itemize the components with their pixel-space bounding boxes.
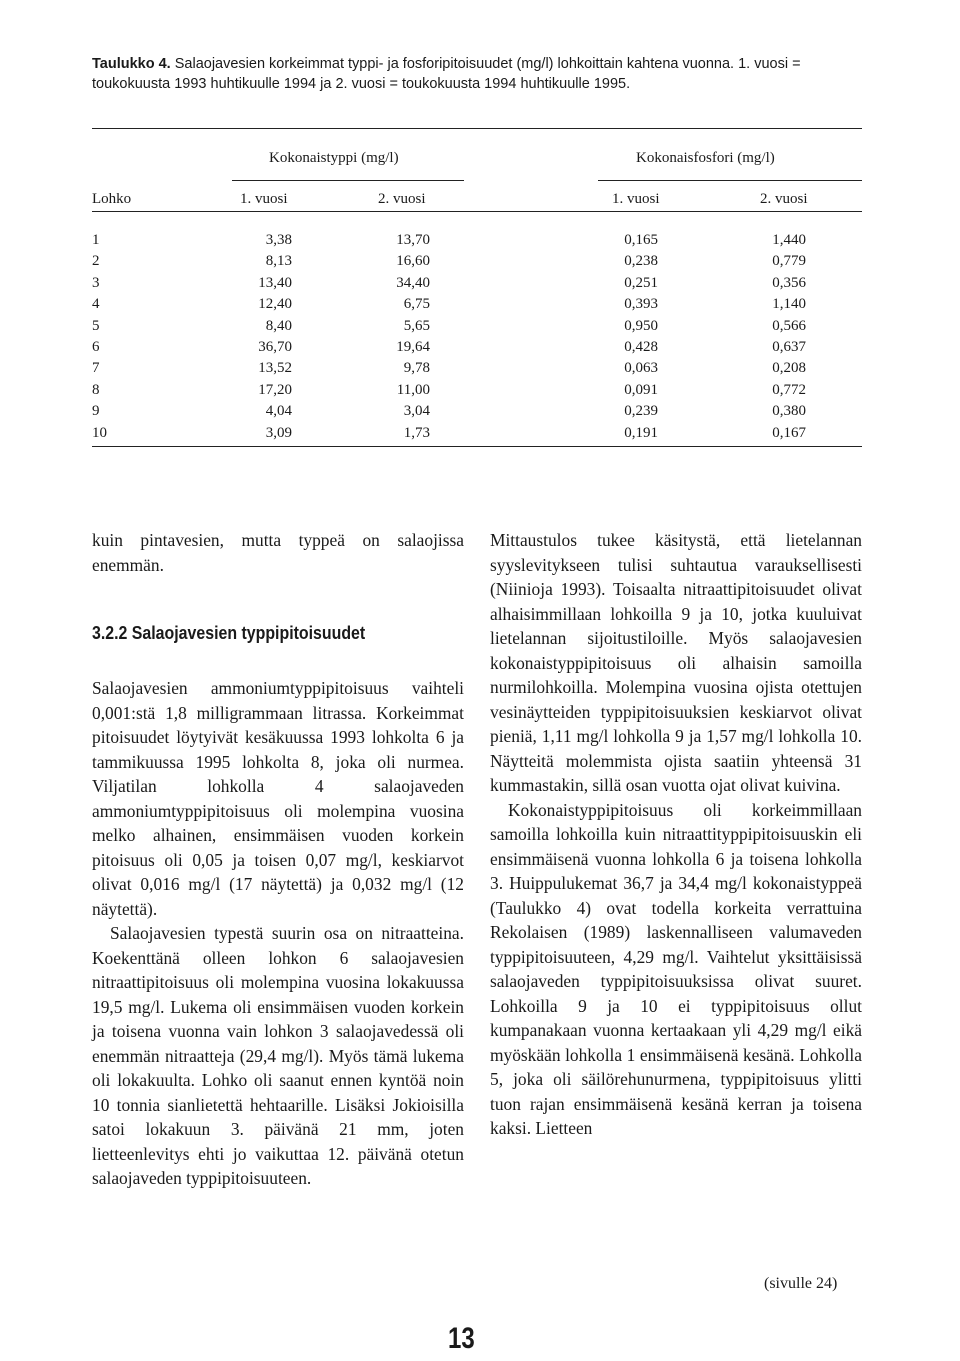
table-cell: 0,566 [772, 317, 806, 334]
table-cell: 16,60 [396, 253, 430, 270]
group-rule-nitrogen [232, 180, 464, 181]
header-n-year2: 2. vuosi [378, 191, 426, 207]
header-rule [92, 211, 862, 212]
table-cell: 1 [92, 232, 100, 248]
table-caption [92, 54, 882, 94]
table-cell: 9,78 [403, 360, 430, 377]
table-cell: 8,40 [265, 317, 292, 334]
intro-paragraph: kuin pintavesien, mutta typpeä on salaojissa enemmän. [92, 530, 464, 575]
table-cell: 0,950 [624, 317, 658, 334]
table-bottom-rule [92, 446, 862, 447]
column-n-year2 [358, 230, 430, 444]
table-cell: 8 [92, 381, 100, 398]
table-top-rule [92, 128, 862, 129]
table-cell: 0,251 [624, 274, 658, 291]
table-cell: 6 [92, 338, 100, 355]
table-cell: 0,063 [624, 360, 658, 377]
caption-label: Taulukko 4. [92, 56, 171, 72]
table-cell: 0,356 [772, 274, 806, 291]
body-paragraph: Salaojavesien typestä suurin osa on nitraatteina. Koekenttänä olleen lohkon 6 salaojavesien nitraattipitoisuus oli molempina vuosina lokakuussa 19,5 mg/l. Lukema oli ensimmäisen vuoden korkein ja toisena vuonna vain lohkon 3 salaojavedessä oli enemmän nitraatteja (29,4 mg/l). Myös tämä lukema oli lokakuulta. Lohko oli saanut ennen kyntöä noin 10 tonnia sianlietettä hehtaarille. Lisäksi Jokioisilla satoi lokakuun 3. päivänä 21 mm, joten lietteenlevitys ehti jo vaikuttaa 12. päivänä otetun salaojaveden typpipitoisuuteen. [92, 923, 464, 1188]
table-cell: 12,40 [258, 296, 292, 313]
table-cell: 0,428 [624, 338, 658, 355]
header-n-year1: 1. vuosi [240, 191, 288, 207]
table-cell: 0,637 [772, 338, 806, 355]
body-paragraph: Mittaustulos tukee käsitystä, että lietelannan syyslevitykseen tulisi suhtautua varauksellisesti (Niinioja 1993). Toisaalta nitraattipitoisuudet olivat alhaisimmillaan lohkoilla 9 ja 10, jotka kuuluivat lietelannan sijoitustiloille. Myös salaojavesien kokonaistyppipitoisuus oli alhaisin samoilla nurmilohkoilla. Molempina vuosina ojista otettujen vesinäytteiden typpipitoisuuksien keskiarvot olivat pieniä, 1,11 mg/l lohkolla 9 ja 1,57 mg/l lohkolla 10. Näytteitä molemmista ojista saatiin yhteensä 31 kummastakin, sillä osan vuotta ojat olivat kuivina. [490, 530, 862, 795]
table-cell: 4,04 [265, 403, 292, 420]
table-cell: 1,73 [403, 424, 430, 441]
page-number: 13 [448, 1322, 475, 1355]
column-p-year1 [586, 230, 658, 444]
table-cell: 0,380 [772, 403, 806, 420]
table-cell: 0,238 [624, 253, 658, 270]
column-p-year2 [734, 230, 806, 444]
caption-text: Salaojavesien korkeimmat typpi- ja fosforipitoisuudet (mg/l) lohkoittain kahtena vuonna. 1. vuosi = toukokuusta 1993 huhtikuulle 1994 ja 2. vuosi = toukokuusta 1994 huhtikuulle 1995. [92, 56, 801, 92]
table-cell: 13,70 [396, 232, 430, 248]
header-p-year1: 1. vuosi [612, 191, 660, 207]
table-cell: 3,04 [403, 403, 430, 420]
table-cell: 0,772 [772, 381, 806, 398]
left-body [92, 676, 464, 1191]
table-cell: 1,440 [772, 232, 806, 248]
body-paragraph: Kokonaistyppipitoisuus oli korkeimmillaan samoilla lohkoilla kuin nitraattityppipitoisuuskin eli ensimmäisenä vuonna lohkolla 6 ja toisena lohkolla 3. Huippulukemat 36,7 ja 34,4 mg/l kokonaistyppeä (Taulukko 4) ovat todella korkeita verrattuina Rekolaisen (1989) laskennalliseen valumaveden typpipitoisuuteen, 4,29 mg/l. Vaihtelut yksittäisissä salaojaveden typpipitoisuuksissa olivat suuret. Lohkoilla 9 ja 10 ei typpipitoisuus ollut kumpanakaan vuonna kertaakaan yli 4,29 mg/l eikä myöskään lohkolla 1 ensimmäisenä kesänä. Lohkolla 5, joka oli säilörehunurmena, typpipitoisuus ylitti tuon rajan ensimmäisenä kesänä kerran ja toisena kaksi. Lietteen [490, 799, 862, 1138]
table-cell: 36,70 [258, 338, 292, 355]
section-heading: 3.2.2 Salaojavesien typpipitoisuudet [92, 622, 366, 643]
right-body [490, 528, 862, 1141]
table-cell: 9 [92, 403, 100, 420]
table-cell: 3,09 [265, 424, 292, 441]
table-cell: 11,00 [396, 381, 430, 398]
column-n-year1 [220, 230, 292, 444]
table-cell: 10 [92, 424, 107, 441]
column-lohko [92, 230, 132, 444]
table-cell: 0,393 [624, 296, 658, 313]
table-cell: 17,20 [258, 381, 292, 398]
group-header-phosphorus: Kokonaisfosfori (mg/l) [636, 150, 775, 166]
table-cell: 0,091 [624, 381, 658, 398]
table-cell: 4 [92, 296, 100, 313]
group-header-nitrogen: Kokonaistyppi (mg/l) [269, 150, 399, 166]
table-cell: 3 [92, 274, 100, 291]
table-cell: 0,239 [624, 403, 658, 420]
table-cell: 5 [92, 317, 100, 334]
table-cell: 0,191 [624, 424, 658, 441]
left-intro [92, 528, 464, 577]
table-cell: 5,65 [403, 317, 430, 334]
header-lohko: Lohko [92, 191, 132, 207]
table-cell: 8,13 [265, 253, 292, 270]
table-cell: 0,165 [624, 232, 658, 248]
body-paragraph: Salaojavesien ammoniumtyppipitoisuus vaihteli 0,001:stä 1,8 milligrammaan litrassa. Korkeimmat pitoisuudet löytyivät kesäkuussa 1993 lohkolta 6 ja tammikuussa 1995 lohkolta 8, joka oli nurmea. Viljatilan lohkolla 4 salaojaveden ammoniumtyppipitoisuus oli molempina vuosina melko alhainen, ensimmäisen vuoden korkein pitoisuus oli 0,05 ja toisen 0,07 mg/l, keskiarvot olivat 0,016 mg/l (17 näytettä) ja 0,032 mg/l (12 näytettä). [92, 678, 464, 919]
table-cell: 0,208 [772, 360, 806, 377]
table-cell: 3,38 [265, 232, 292, 248]
table-cell: 13,40 [258, 274, 292, 291]
table-cell: 34,40 [396, 274, 430, 291]
table-cell: 1,140 [772, 296, 806, 313]
table-cell: 13,52 [258, 360, 292, 377]
group-rule-phosphorus [598, 180, 862, 181]
header-p-year2: 2. vuosi [760, 191, 808, 207]
table-cell: 2 [92, 253, 100, 270]
table-cell: 0,167 [772, 424, 806, 441]
continued-note: (sivulle 24) [764, 1275, 838, 1292]
table-cell: 7 [92, 360, 100, 377]
table-cell: 19,64 [396, 338, 430, 355]
table-cell: 0,779 [772, 253, 806, 270]
table-cell: 6,75 [403, 296, 430, 313]
